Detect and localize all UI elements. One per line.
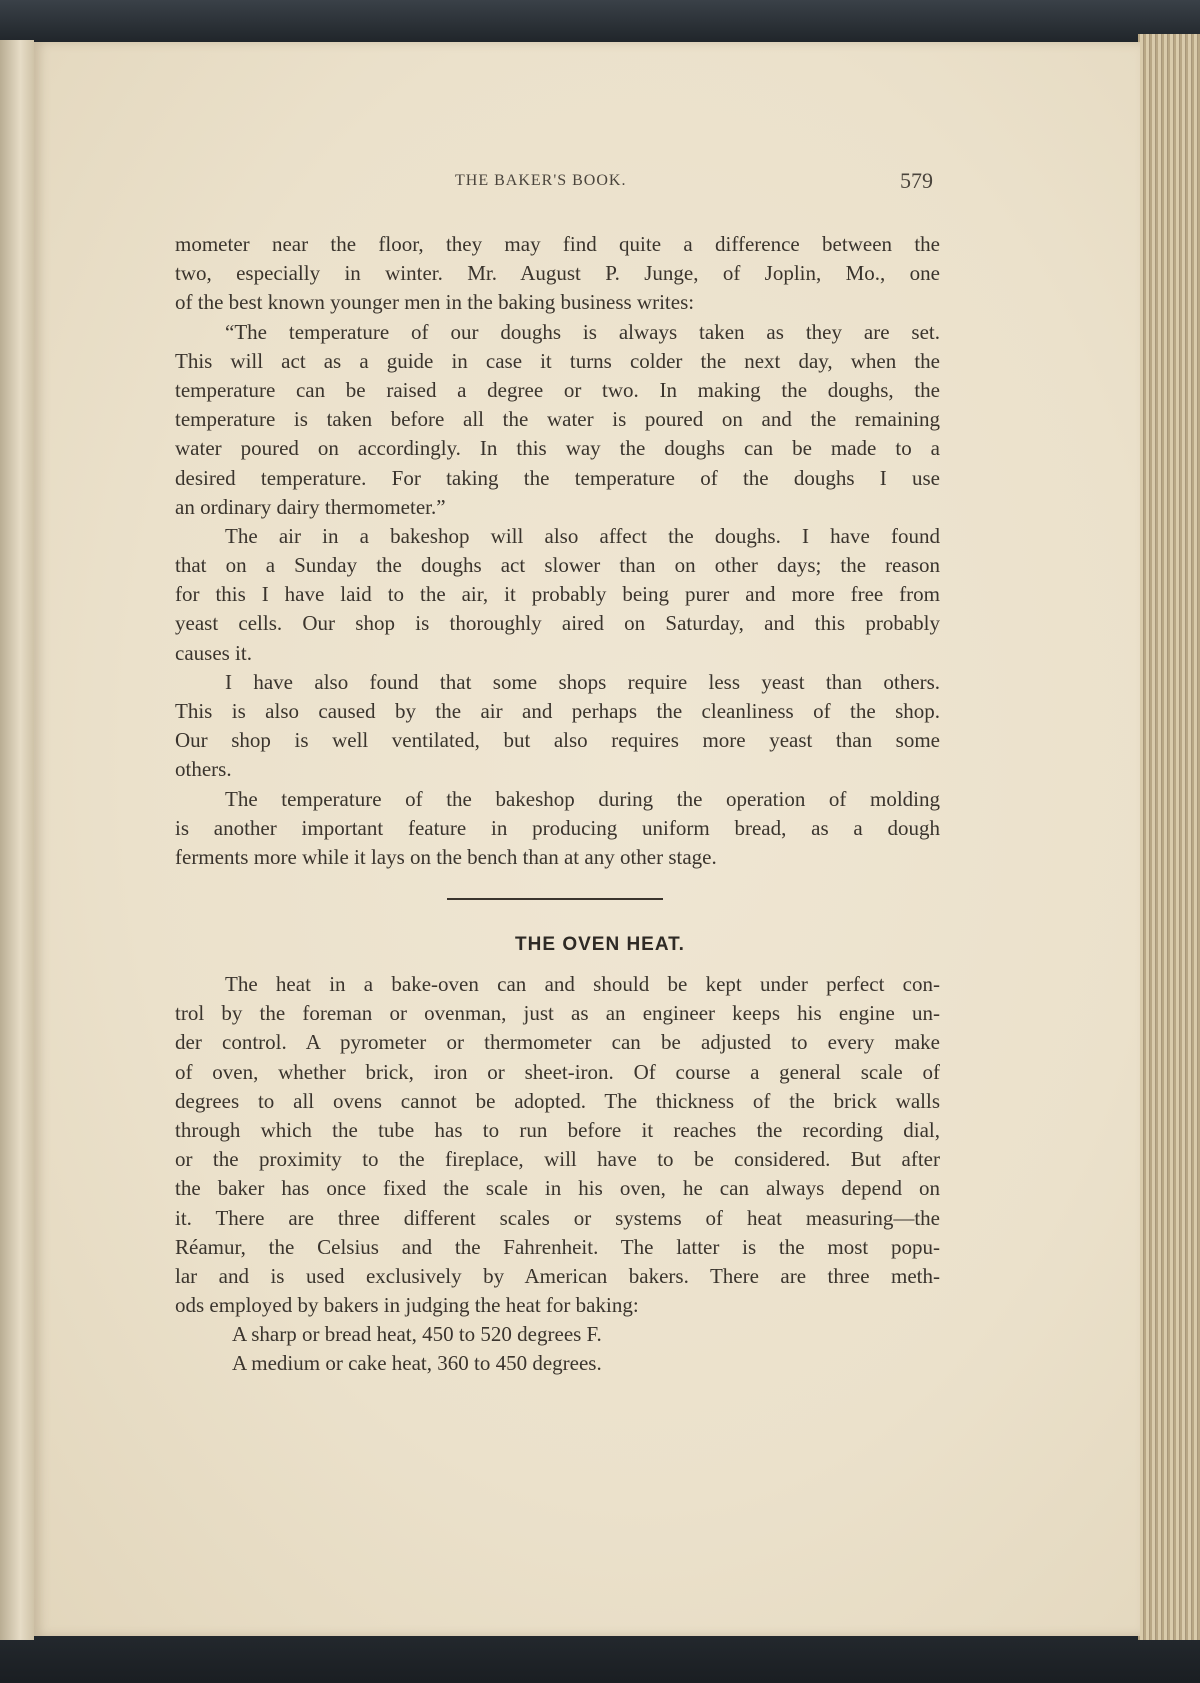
text-line: yeast cells. Our shop is thoroughly aired on Saturday, and this probably [175, 611, 940, 636]
text-line: for this I have laid to the air, it probably being purer and more free from [175, 582, 940, 607]
page-number: 579 [900, 168, 933, 193]
text-line: The heat in a bake-oven can and should be kept under perfect con- [225, 972, 940, 996]
text-line: mometer near the floor, they may find quite a difference between the [175, 232, 940, 256]
text-line: or the proximity to the fireplace, will have to be considered. But after [175, 1147, 940, 1172]
text-line: This is also caused by the air and perhaps the cleanliness of the shop. [175, 699, 940, 723]
text-line: A medium or cake heat, 360 to 450 degrees. [232, 1351, 602, 1376]
text-line: is another important feature in producing uniform bread, as a dough [175, 815, 940, 840]
section-heading: THE OVEN HEAT. [515, 934, 685, 955]
text-line: others. [175, 757, 232, 782]
text-line: causes it. [175, 640, 252, 665]
running-title: THE BAKER'S BOOK. [455, 172, 627, 189]
text-line: ods employed by bakers in judging the heat for baking: [175, 1293, 639, 1318]
book-cover-top [0, 0, 1200, 44]
left-page-edge [0, 40, 34, 1640]
text-line: of oven, whether brick, iron or sheet-iron. Of course a general scale of [175, 1059, 940, 1084]
text-line: Our shop is well ventilated, but also requires more yeast than some [175, 728, 940, 753]
body-text-section-2 [175, 970, 940, 1379]
text-line: desired temperature. For taking the temperature of the doughs I use [175, 465, 940, 490]
text-line: “The temperature of our doughs is always taken as they are set. [225, 319, 940, 344]
text-line: two, especially in winter. Mr. August P. Junge, of Joplin, Mo., one [175, 261, 940, 286]
text-line: an ordinary dairy thermometer.” [175, 494, 446, 519]
text-line: The temperature of the bakeshop during the operation of molding [225, 786, 940, 811]
text-line: Réamur, the Celsius and the Fahrenheit. The latter is the most popu- [175, 1234, 940, 1259]
text-line: temperature can be raised a degree or two. In making the doughs, the [175, 377, 940, 402]
text-line: This will act as a guide in case it turns colder the next day, when the [175, 348, 940, 373]
page-stack-edge [1138, 34, 1200, 1640]
text-line: lar and is used exclusively by American bakers. There are three meth- [175, 1263, 940, 1288]
text-line: ferments more while it lays on the bench than at any other stage. [175, 844, 717, 869]
text-line: The air in a bakeshop will also affect the doughs. I have found [225, 523, 940, 548]
text-line: degrees to all ovens cannot be adopted. The thickness of the brick walls [175, 1088, 940, 1113]
text-line: A sharp or bread heat, 450 to 520 degrees F. [232, 1322, 602, 1347]
text-line: temperature is taken before all the water is poured on and the remaining [175, 407, 940, 432]
text-line: the baker has once fixed the scale in his oven, he can always depend on [175, 1176, 940, 1201]
text-line: der control. A pyrometer or thermometer can be adjusted to every make [175, 1030, 940, 1055]
text-line: it. There are three different scales or systems of heat measuring—the [175, 1205, 940, 1230]
text-line: water poured on accordingly. In this way the doughs can be made to a [175, 436, 940, 461]
text-line: of the best known younger men in the baking business writes: [175, 290, 695, 315]
section-divider [447, 898, 663, 900]
text-line: that on a Sunday the doughs act slower than on other days; the reason [175, 553, 940, 578]
text-line: I have also found that some shops require less yeast than others. [225, 669, 940, 694]
text-line: trol by the foreman or ovenman, just as an engineer keeps his engine un- [175, 1001, 940, 1026]
body-text-section-1 [175, 230, 940, 872]
book-cover-bottom [0, 1636, 1200, 1683]
text-line: through which the tube has to run before it reaches the recording dial, [175, 1117, 940, 1142]
